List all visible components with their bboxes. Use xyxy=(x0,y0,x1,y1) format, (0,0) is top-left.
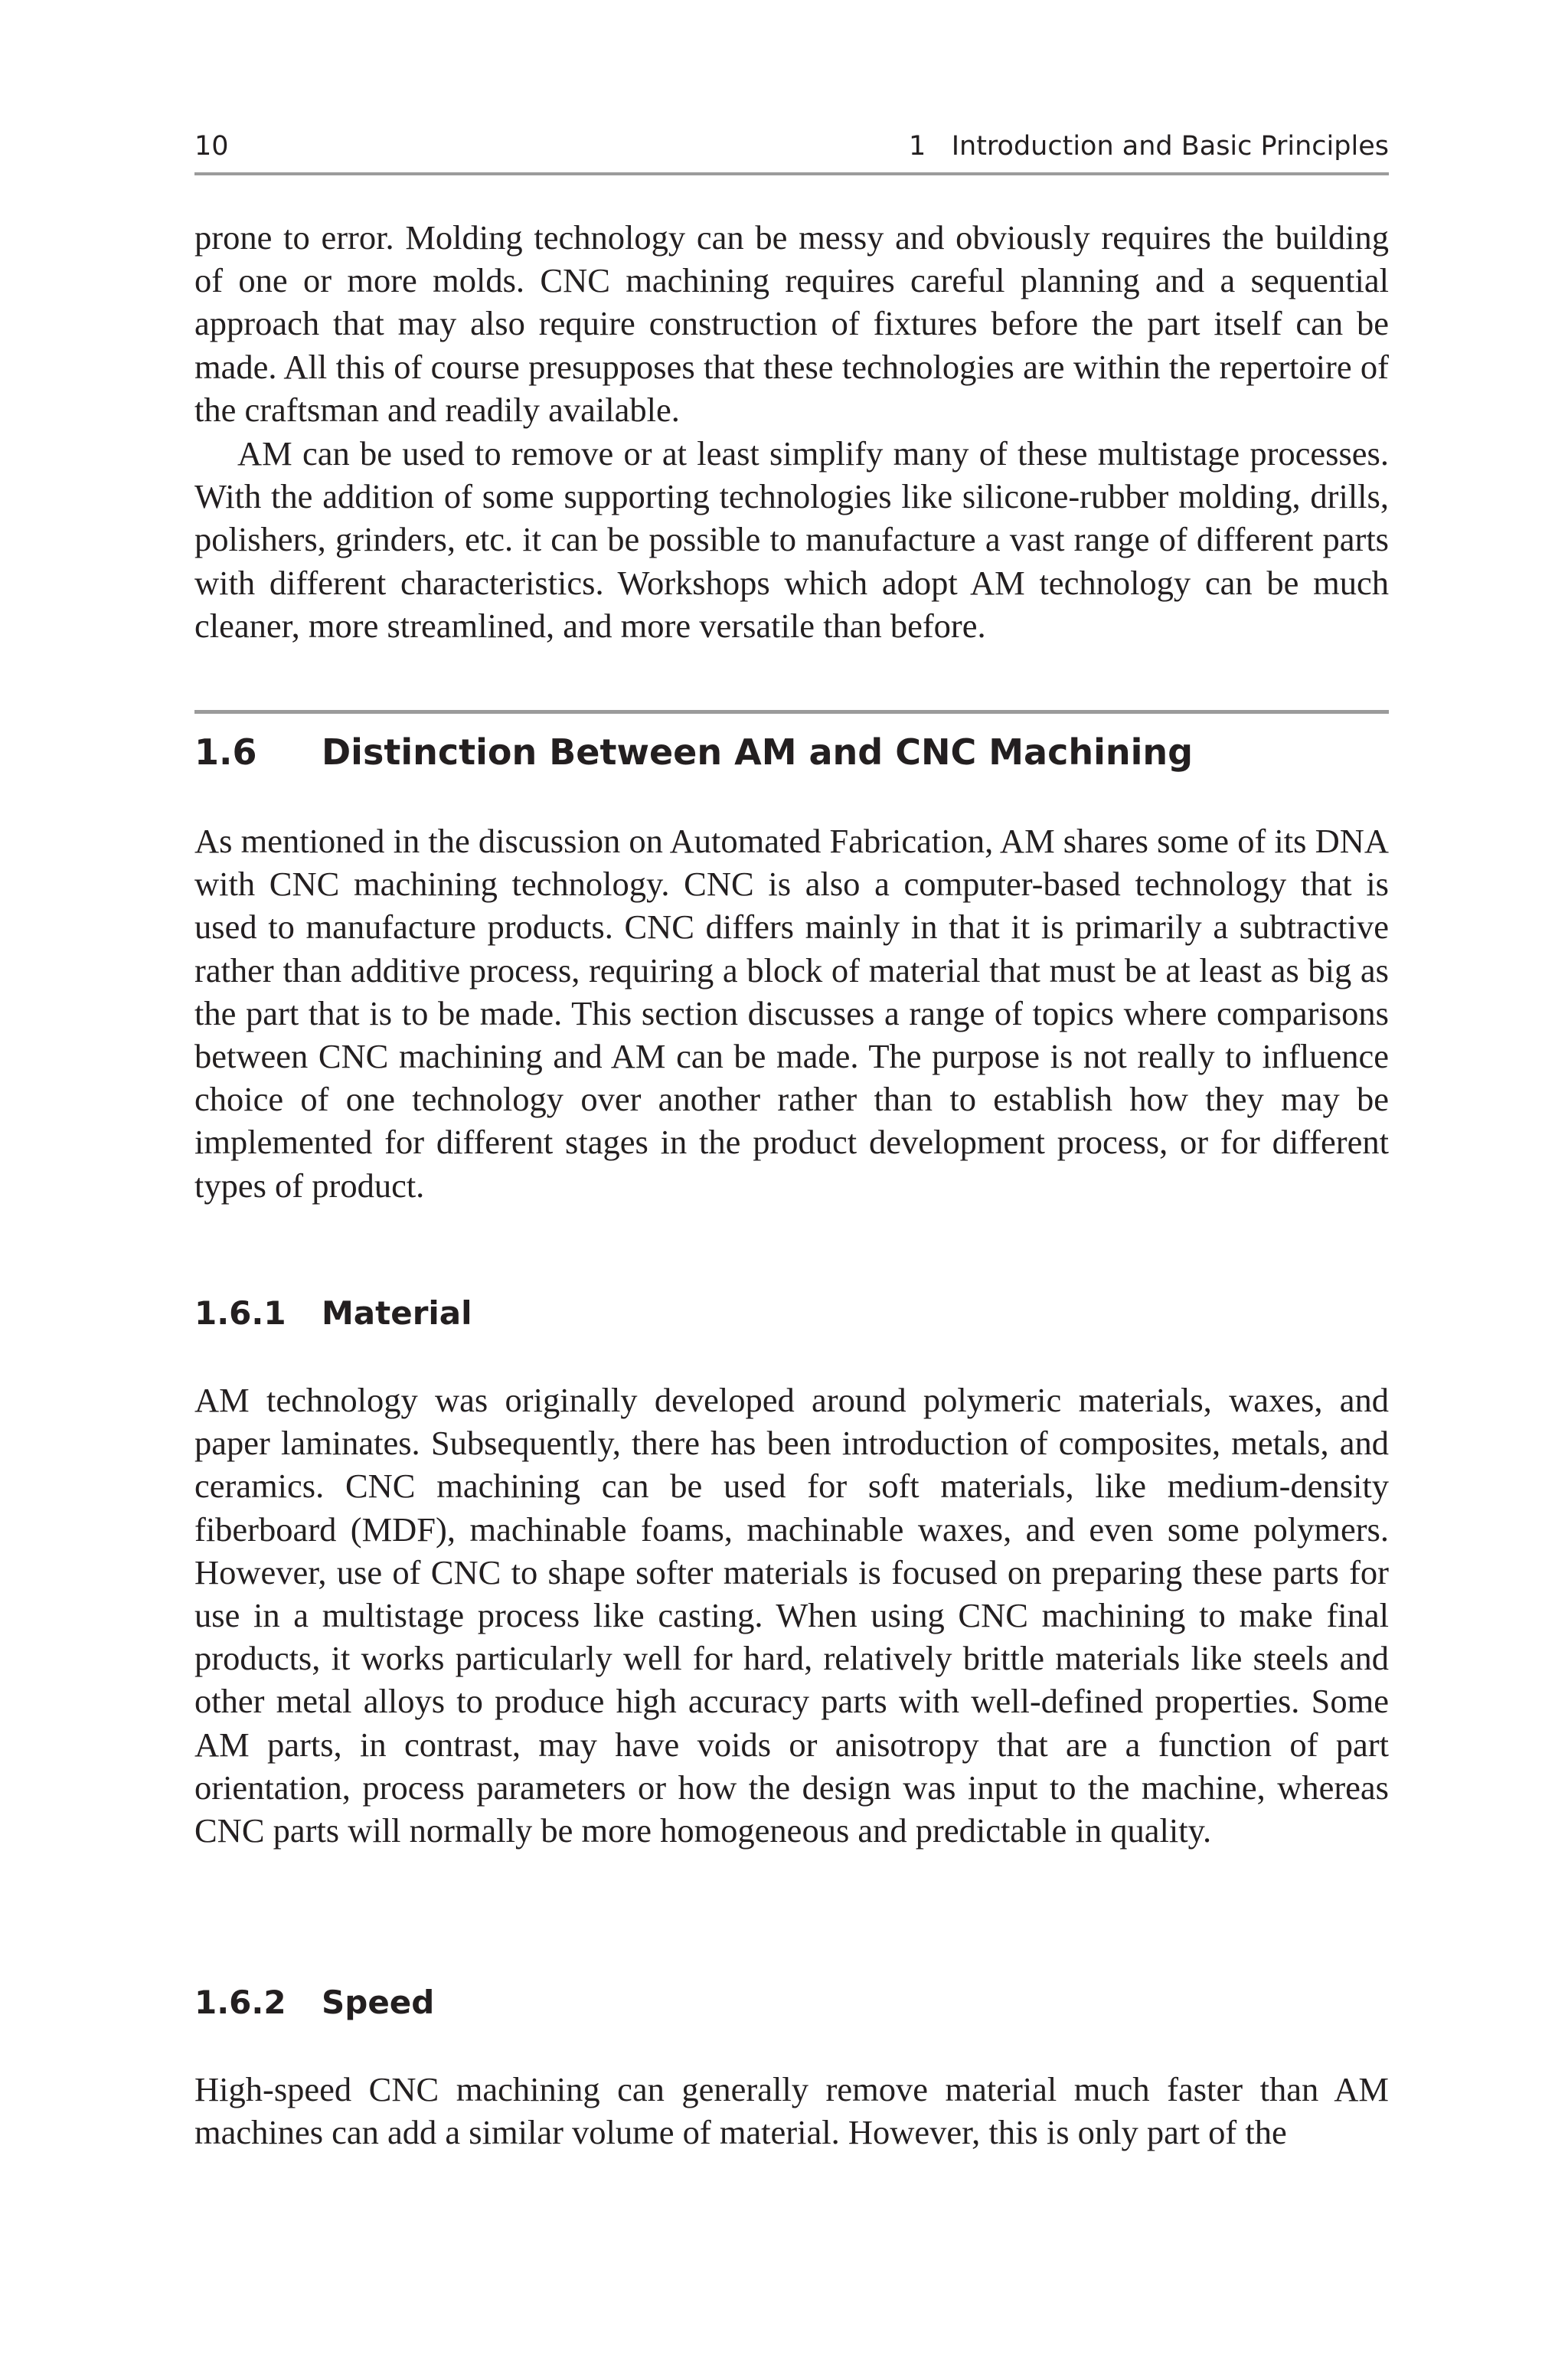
subsection-heading-1-6-1 xyxy=(194,1290,472,1336)
section-heading-1-6 xyxy=(194,728,1193,777)
paragraph-am-simplify: AM can be used to remove or at least simplify many of these multistage processes. With the addition of some supporting technologies like silicone-rubber molding, drills, polishers, grinders, etc. it can be possible to manufacture a vast range of different parts with different characteristics. Workshops which adopt AM technology can be much cleaner, more streamlined, and more versatile than before. xyxy=(194,434,1389,645)
subsection-title: Speed xyxy=(322,1984,435,2021)
subsection-number: 1.6.1 xyxy=(194,1294,286,1332)
subsection-title: Material xyxy=(322,1294,472,1332)
running-head: 1 Introduction and Basic Principles xyxy=(909,131,1389,162)
paragraph-continued: prone to error. Molding technology can be messy and obviously requires the building of one or more molds. CNC machining requires careful planning and a sequential approach that may also require construction of fixtures before the part itself can be made. All this of course presupposes that these technologies are within the repertoire of the craftsman and readily available. xyxy=(194,218,1389,429)
paragraph-speed: High-speed CNC machining can generally remove material much faster than AM machines can add a similar volume of material. However, this is only part of the xyxy=(194,2070,1389,2152)
page-number: 10 xyxy=(194,131,229,162)
section-number: 1.6 xyxy=(194,731,257,773)
subsection-heading-1-6-2 xyxy=(194,1980,434,2026)
page-header xyxy=(194,127,1389,165)
section-rule xyxy=(194,710,1389,714)
section-title: Distinction Between AM and CNC Machining xyxy=(322,731,1194,773)
paragraph-distinction: As mentioned in the discussion on Automated Fabrication, AM shares some of its DNA with CNC machining technology. CNC is also a computer-based technology that is used to manufacture products. CNC differs mainly in that it is primarily a subtractive rather than additive process, requiring a block of material that must be at least as big as the part that is to be made. This section discusses a range of topics where comparisons between CNC machining and AM can be made. The purpose is not really to influence choice of one technology over another rather than to establish how they may be implemented for different stages in the product development process, or for different types of product. xyxy=(194,822,1389,1205)
paragraph-material: AM technology was originally developed around polymeric materials, waxes, and paper laminates. Subsequently, there has been introduction of composites, metals, and ceramics. CNC machining can be used for soft materials, like medium-density fiberboard (MDF), machinable foams, machinable waxes, and even some polymers. However, use of CNC to shape softer materials is focused on preparing these parts for use in a multistage process like casting. When using CNC machining to make final products, it works particularly well for hard, relatively brittle materials like steels and other metal alloys to produce high accuracy parts with well-defined properties. Some AM parts, in contrast, may have voids or anisotropy that are a function of part orientation, process parameters or how the design was input to the machine, whereas CNC parts will normally be more homogeneous and predictable in quality. xyxy=(194,1381,1389,1850)
header-rule xyxy=(194,172,1389,175)
subsection-number: 1.6.2 xyxy=(194,1984,286,2021)
